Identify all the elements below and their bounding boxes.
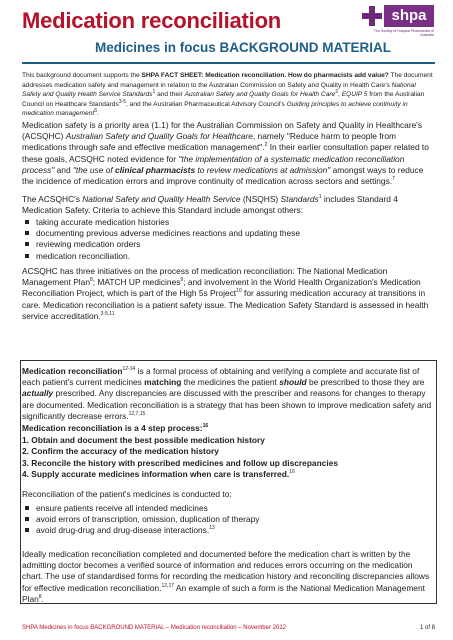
page-number: 1 of 8 [419,625,435,631]
steps-title: Medication reconciliation is a 4 step process:$^{16}$ [22,423,209,433]
list-item: 3. Reconcile the history with prescribed medicines and follow up discrepancies [22,457,339,468]
footer [22,625,435,631]
logo-text: shpa [384,5,434,27]
list-item: documenting previous adverse medicines reactions and updating these [22,228,435,239]
header-rule [22,62,435,64]
definition-paragraph: Medication reconciliation$^{12-14}$ is a formal process of obtaining and verifying a complete and accurate list of each patient's current medicines matching the medicines the patient should be prescribed to those they are actually prescribed. Any discrepancies are discussed with the prescriber and reasons for changes to therapy are documented. Medication reconciliation is a strategy that has been shown to improve medication safety and significantly decrease errors.$^{12,7,15}$ [22,366,432,421]
list-item: avoid drug-drug and drug-disease interactions.$^{13}$ [22,525,435,536]
list-item: avoid errors of transcription, omission, duplication of therapy [22,514,435,525]
list-item: 4. Supply accurate medicines information when care is transferred.$^{16}$ [22,469,295,480]
intro-paragraph: This background document supports the SHPA FACT SHEET: Medication reconciliation. How do pharmacists add value? The document addresses medication safety and management in relation to the Australian Commission on Safety and Quality in Health Care's National Safety and Quality Health Service Standards$^1$ and their Australian Safety and Quality Goals for Health Care$^2$, EQUIP 5 from the Australian Council on Healthcare Standards$^{3-5}$, and the Australian Pharmaceutical Advisory Council's Guiding principles to achieve continuity in medication management$^6$. [22,72,433,118]
standards-paragraph: The ACSQHC's National Safety and Quality Health Service (NSQHS) Standards$^1$ includes Standard 4 Medication Safety. Criteria to achieve this Standard include amongst others: [22,194,398,216]
list-item: medication reconciliation. [22,251,435,262]
criteria-list [22,217,435,262]
shpa-logo [362,5,434,39]
footer-text: SHPA Medicines in focus BACKGROUND MATERIAL – Medication reconciliation – November 2012 [22,625,286,631]
page-title: Medication reconciliation [22,8,282,33]
conducted-list [22,503,435,537]
initiatives-paragraph: ACSQHC has three initiatives on the process of medication reconciliation: The National Medication Management Plan$^8$; MATCH UP medicines$^9$; and involvement in the World Health Organization's Medication Reconciliation Project, which is part of the High 5s Project$^{10}$ for assuring medication accuracy at transitions in care. Medication reconciliation is a patient safety issue. The Medication Safety Standard is assessed in health service accreditation.$^{3-5,11}$ [22,266,429,321]
steps-list [22,435,435,481]
list-item: 1. Obtain and document the best possible medication history [22,435,265,445]
list-item: ensure patients receive all intended medicines [22,503,435,514]
logo-tagline: The Society of Hospital Pharmacists of Australia [373,29,434,37]
list-item: taking accurate medication histories [22,217,435,228]
priority-paragraph: Medication safety is a priority area (1.1) for the Australian Commission on Safety and Quality in Healthcare's (ACSQHC) Australian Safety and Quality Goals for Healthcare, namely "Reduce harm to people from medications through safe and effective medication management".$^2$ In their earlier consultation paper related to these goals, ACSQHC noted evidence for "the implementation of a systematic medication reconciliation process" and "the use of clinical pharmacists to review medications at admission" amongst ways to reduce the incidence of medication errors and improve continuity of medication across sectors and settings.$^7$ [22,120,429,187]
page-subtitle: Medicines in focus BACKGROUND MATERIAL [95,40,392,55]
list-item: 2. Confirm the accuracy of the medication history [22,446,219,457]
ideal-paragraph: Ideally medication reconciliation completed and documented before the medication chart is written by the admitting doctor becomes a verified source of information and reduces errors occurring on the medication chart. The use of standardised forms for recording the medication history and reconciling discrepancies allows for effective medication reconciliation.$^{12,17}$ An example of such a form is the National Medication Management Plan$^8$. [22,549,430,604]
list-item: reviewing medication orders [22,239,435,250]
conducted-label: Reconciliation of the patient's medicines is conducted to: [22,489,232,499]
plus-icon [362,6,382,26]
